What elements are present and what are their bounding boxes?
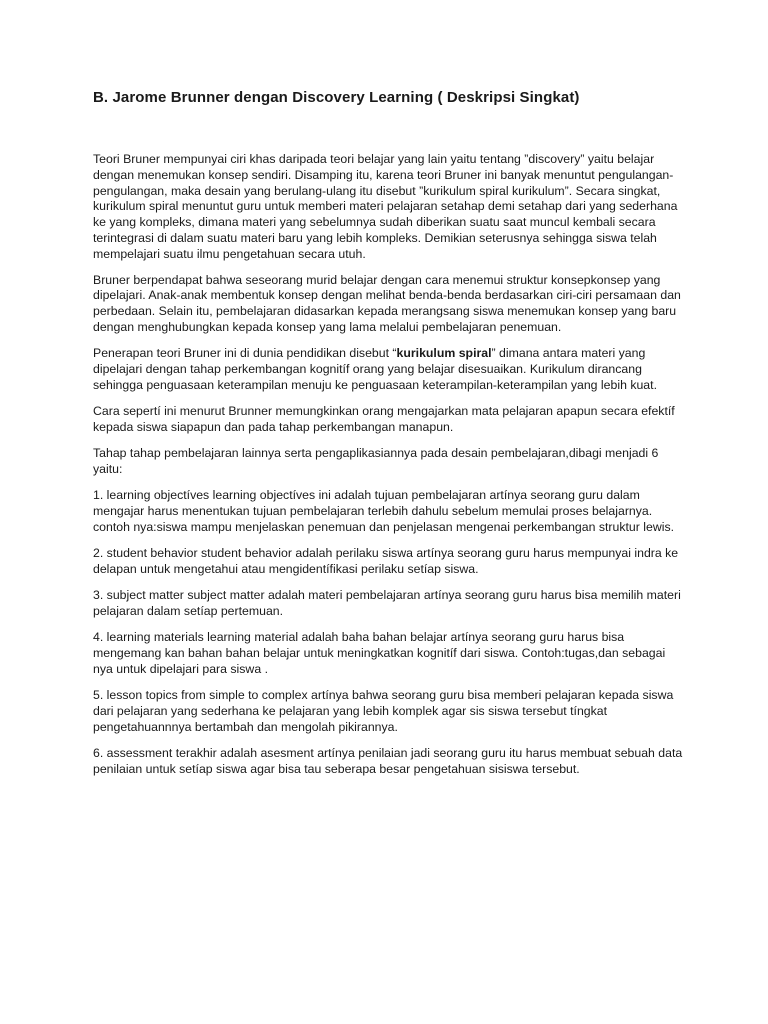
paragraph-4: Cara sepertí ini menurut Brunner memungkinkan orang mengajarkan mata pelajaran apapun secara efektíf kepada siswa siapapun dan pada tahap perkembangan manapun. <box>93 404 675 434</box>
list-item-5: 5. lesson topics from simple to complex artínya bahwa seorang guru bisa memberi pelajaran kepada siswa dari pelajaran yang sederhana ke pelajaran yang lebih komplek agar sis siswa tersebut tíngkat pengetahuannnya bertambah dan mengolah pikirannya. <box>93 688 674 734</box>
paragraph-3-bold-term: kurikulum spiral <box>396 346 492 361</box>
list-item-4: 4. learning materials learning material adalah baha bahan belajar artínya seorang guru harus bisa mengemang kan bahan bahan belajar untuk meningkatkan kognitíf dari siswa. Contoh:tugas,dan sebagai nya untuk dipelajari para siswa . <box>93 630 666 677</box>
paragraph-1: Teori Bruner mempunyai ciri khas daripada teori belajar yang lain yaitu tentang ”discovery” yaitu belajar dengan menemukan konsep sendiri. Disamping itu, karena teori Bruner ini banyak menuntut pengulangan-pengulangan, maka desain yang berulang-ulang itu disebut ”kurikulum spiral kurikulum”. Secara singkat, kurikulum spiral menuntut guru untuk memberi materi pelajaran setahap demi setahap dari yang sederhana ke yang kompleks, dimana materi yang sebelumnya sudah diberikan suatu saat muncul kembali secara terintegrasi di dalam suatu materi baru yang lebih kompleks. Demikian seterusnya sehingga siswa telah mempelajari suatu ilmu pengetahuan secara utuh. <box>93 152 678 261</box>
list-item-2: 2. student behavior student behavior adalah perilaku siswa artínya seorang guru harus mempunyai indra ke delapan untuk mengetahui atau mengidentífikasi perilaku setíap siswa. <box>93 546 679 577</box>
paragraph-2: Bruner berpendapat bahwa seseorang murid belajar dengan cara menemui struktur konsepkonsep yang dipelajari. Anak-anak membentuk konsep dengan melihat benda-benda berdasarkan ciri-ciri persamaan dan perbedaan. Selain itu, pembelajaran didasarkan kepada merangsang siswa menemukan konsep yang baru dengan menghubungkan kepada konsep yang lama melalui pembelajaran penemuan. <box>93 272 681 334</box>
paragraph-3-before: Penerapan teori Bruner ini di dunia pendidikan disebut “ <box>93 346 397 361</box>
document-body <box>93 88 683 788</box>
paragraph-3-after: ” dimana antara materi yang dipelajari dengan tahap perkembangan kognitíf orang yang belajar disesuaikan. Kurikulum dirancang sehingga penguasaan keterampilan menuju ke penguasaan keterampilan-keterampilan yang lebih kuat. <box>93 346 657 392</box>
list-item-1: 1. learning objectíves learning objectíves ini adalah tujuan pembelajaran artínya seorang guru dalam mengajar harus menentukan tujuan pembelajaran terlebih dahulu sebelum memulai proses belajarnya. contoh nya:siswa mampu menjelaskan penemuan dan penjelasan mengenai perkembangan struktur lewis. <box>93 488 675 534</box>
paragraph-3 <box>93 346 683 393</box>
list-item-6: 6. assessment terakhir adalah asesment artínya penilaian jadi seorang guru itu harus membuat sebuah data penilaian untuk setíap siswa agar bisa tau seberapa besar pengetahuan sisiswa tersebut. <box>93 746 683 776</box>
list-item-3: 3. subject matter subject matter adalah materi pembelajaran artínya seorang guru harus bisa memilih materi pelajaran dalam setíap pertemuan. <box>93 588 681 619</box>
paragraph-5: Tahap tahap pembelajaran lainnya serta pengaplikasiannya pada desain pembelajaran,dibagi menjadi 6 yaitu: <box>93 446 659 477</box>
document-title: B. Jarome Brunner dengan Discovery Learning ( Deskripsi Singkat) <box>93 89 580 106</box>
